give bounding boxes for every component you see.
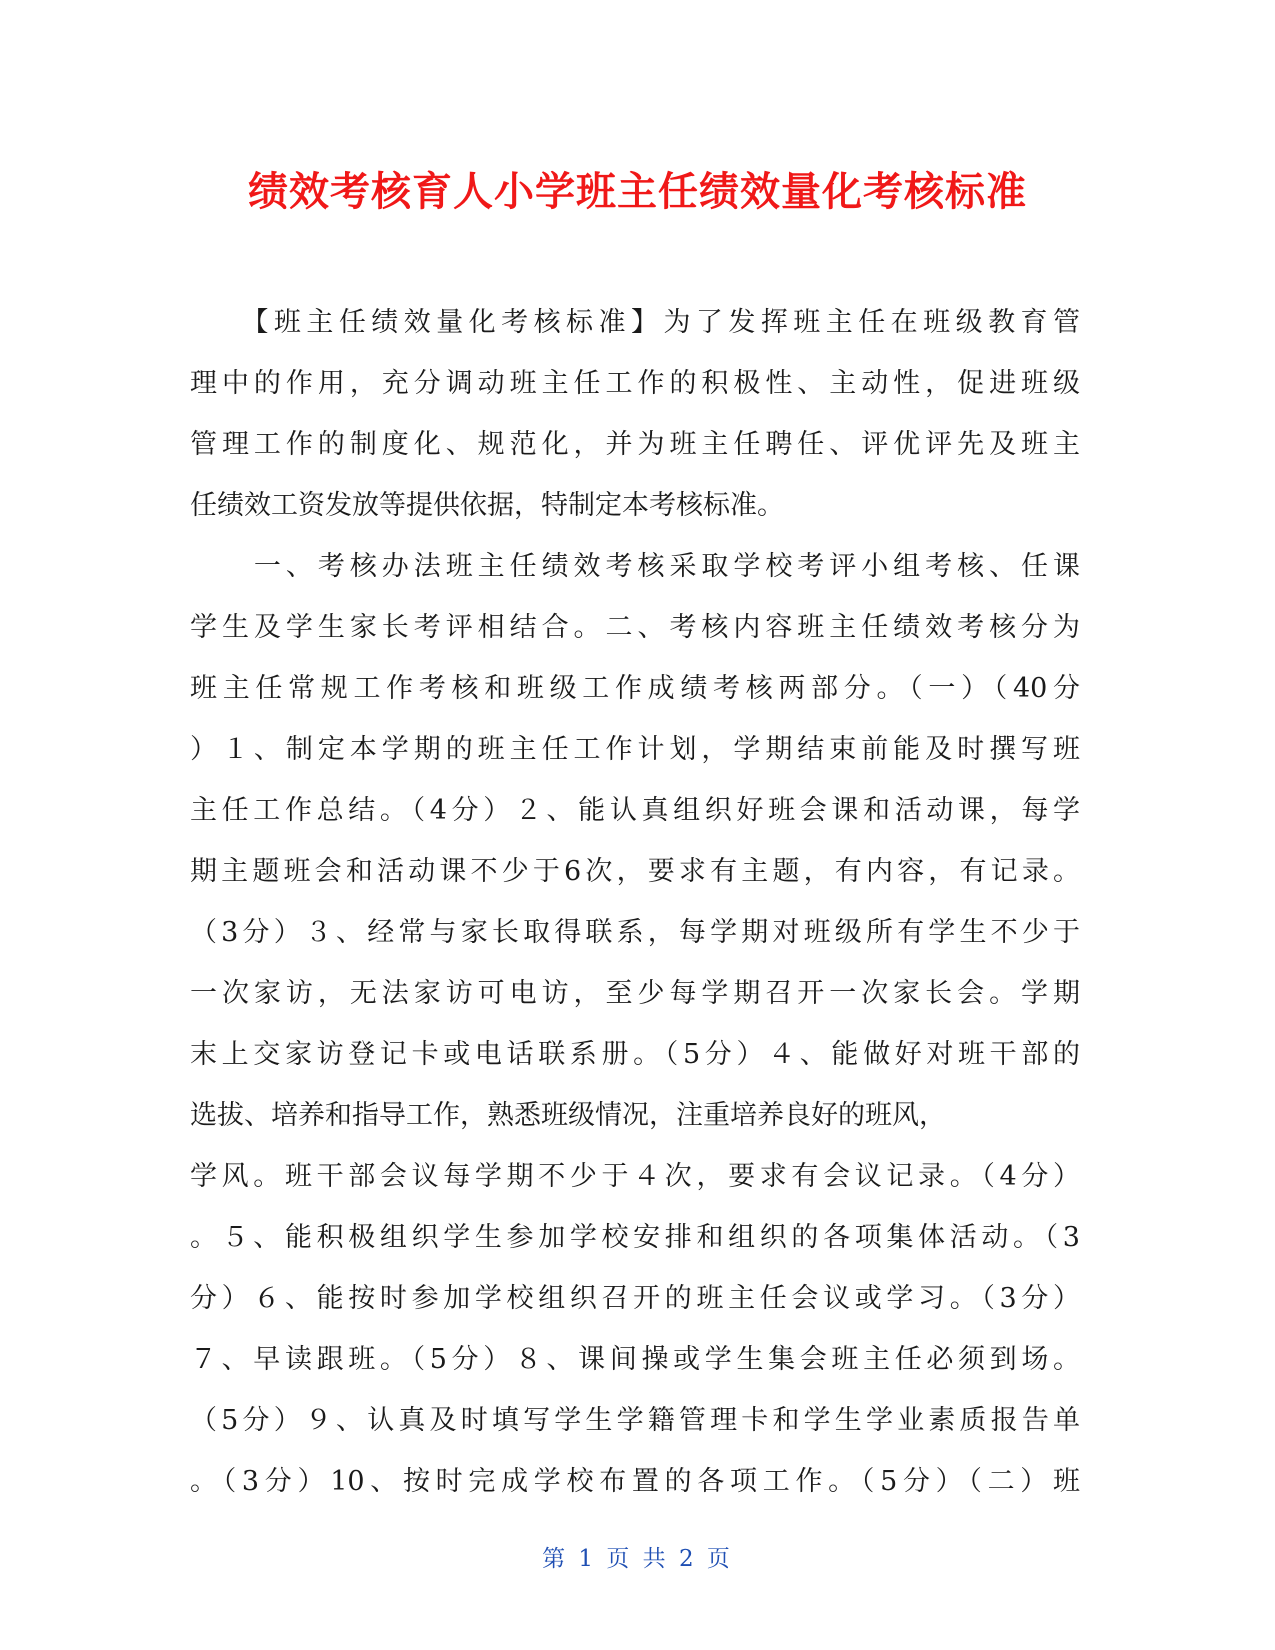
document-title: 绩效考核育人小学班主任绩效量化考核标准 — [248, 169, 1027, 215]
text-line: 期主题班会和活动课不少于6次，要求有主题，有内容，有记录。 — [190, 856, 1080, 887]
text-line: ７、早读跟班。（5分）８、课间操或学生集会班主任必须到场。 — [190, 1344, 1080, 1375]
text-line: 。５、能积极组织学生参加学校安排和组织的各项集体活动。（3 — [190, 1222, 1080, 1253]
paragraph-assessment — [190, 536, 1080, 1512]
paragraph-intro — [190, 292, 1080, 536]
text-line: 任绩效工资发放等提供依据，特制定本考核标准。 — [190, 490, 784, 521]
text-line: 管理工作的制度化、规范化，并为班主任聘任、评优评先及班主 — [190, 429, 1080, 460]
text-line: 分）６、能按时参加学校组织召开的班主任会议或学习。（3分） — [190, 1283, 1080, 1314]
text-line: ）１、制定本学期的班主任工作计划，学期结束前能及时撰写班 — [190, 734, 1080, 765]
text-line: 学生及学生家长考评相结合。二、考核内容班主任绩效考核分为 — [190, 612, 1080, 643]
page-number-footer: 第 1 页 共 2 页 — [542, 1546, 733, 1572]
text-line: 班主任常规工作考核和班级工作成绩考核两部分。（一）（40分 — [190, 673, 1080, 704]
text-line: （5分）９、认真及时填写学生学籍管理卡和学生学业素质报告单 — [190, 1405, 1080, 1436]
text-line: 一、考核办法班主任绩效考核采取学校考评小组考核、任课 — [190, 551, 1080, 582]
text-line: （3分）３、经常与家长取得联系，每学期对班级所有学生不少于 — [190, 917, 1080, 948]
text-line: 一次家访，无法家访可电访，至少每学期召开一次家长会。学期 — [190, 978, 1080, 1009]
text-line: 【班主任绩效量化考核标准】为了发挥班主任在班级教育管 — [190, 307, 1080, 338]
document-body — [190, 292, 1080, 1512]
text-line: 末上交家访登记卡或电话联系册。（5分）４、能做好对班干部的 — [190, 1039, 1080, 1070]
text-line: 主任工作总结。（4分）２、能认真组织好班会课和活动课，每学 — [190, 795, 1080, 826]
text-line: 。（3分）10、按时完成学校布置的各项工作。（5分）（二）班 — [190, 1466, 1080, 1497]
text-line: 选拔、培养和指导工作，熟悉班级情况，注重培养良好的班风， — [190, 1100, 946, 1131]
text-line: 学风。班干部会议每学期不少于４次，要求有会议记录。（4分） — [190, 1161, 1080, 1192]
text-line: 理中的作用，充分调动班主任工作的积极性、主动性，促进班级 — [190, 368, 1080, 399]
